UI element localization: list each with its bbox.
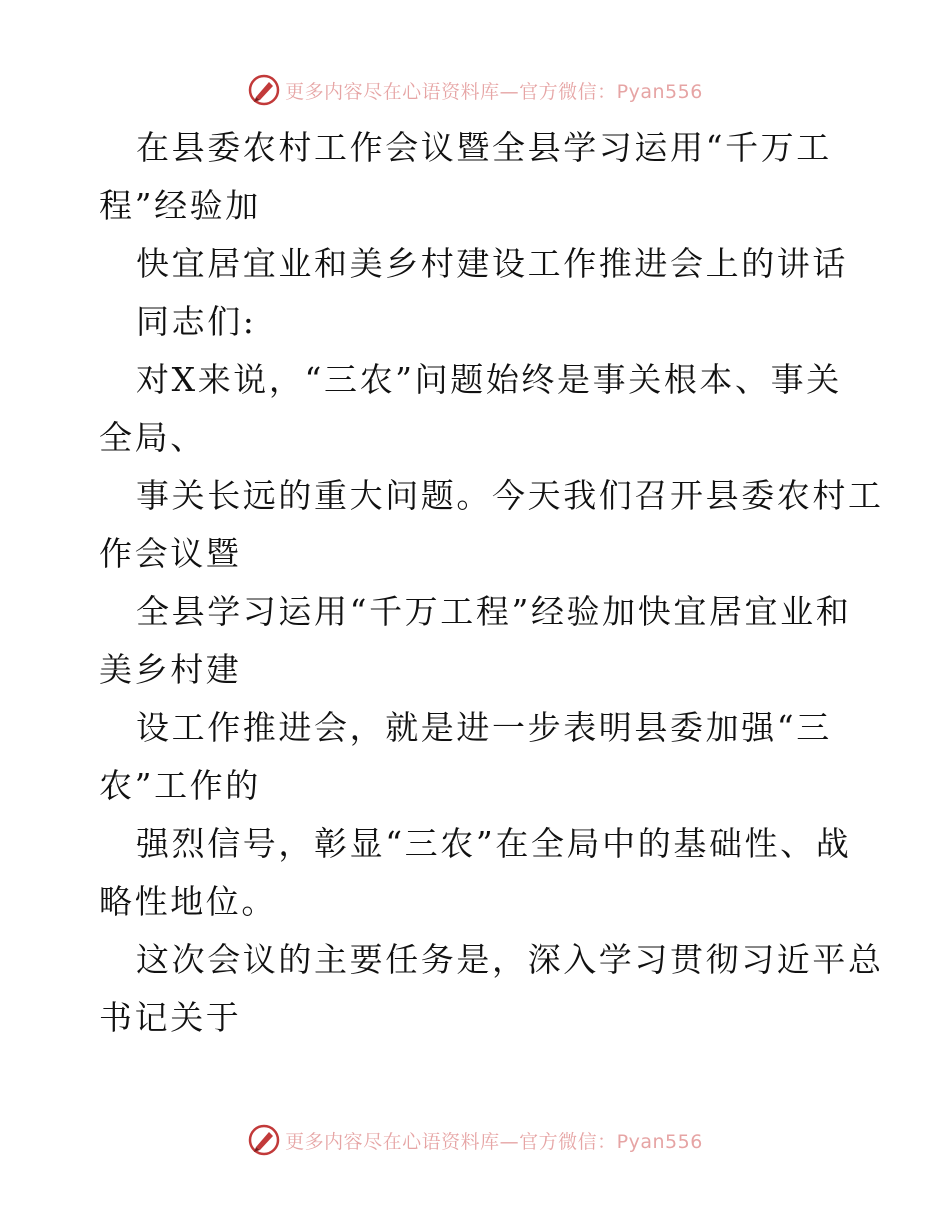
text-line: 强烈信号，彰显“三农”在全局中的基础性、战 <box>136 824 852 863</box>
text-line: 农”工作的 <box>99 766 261 805</box>
text-line: 事关长远的重大问题。今天我们召开县委农村工 <box>136 476 884 515</box>
text-line: 书记关于 <box>99 998 242 1037</box>
text-line: 在县委农村工作会议暨全县学习运用“千万工 <box>136 128 832 167</box>
text-line: 这次会议的主要任务是，深入学习贯彻习近平总 <box>136 940 884 979</box>
text-line: 程”经验加 <box>99 186 261 225</box>
text-line: 同志们: <box>136 302 257 341</box>
footer-watermark <box>0 1122 950 1158</box>
pen-logo-icon <box>247 73 281 107</box>
text-line: 作会议暨 <box>99 534 242 573</box>
text-line: 略性地位。 <box>99 882 277 921</box>
watermark-text: 更多内容尽在心语资料库—官方微信：Pyan556 <box>285 80 703 103</box>
text-line: 快宜居宜业和美乡村建设工作推进会上的讲话 <box>136 244 848 283</box>
watermark-text: 更多内容尽在心语资料库—官方微信：Pyan556 <box>285 1130 703 1153</box>
pen-logo-icon <box>247 1123 281 1157</box>
text-line: 美乡村建 <box>99 650 242 689</box>
text-line: 设工作推进会，就是进一步表明县委加强“三 <box>136 708 832 747</box>
text-line: 对X来说，“三农”问题始终是事关根本、事关 <box>136 360 842 399</box>
text-line: 全县学习运用“千万工程”经验加快宜居宜业和 <box>136 592 852 631</box>
header-watermark <box>0 72 950 108</box>
text-line: 全局、 <box>99 418 206 457</box>
